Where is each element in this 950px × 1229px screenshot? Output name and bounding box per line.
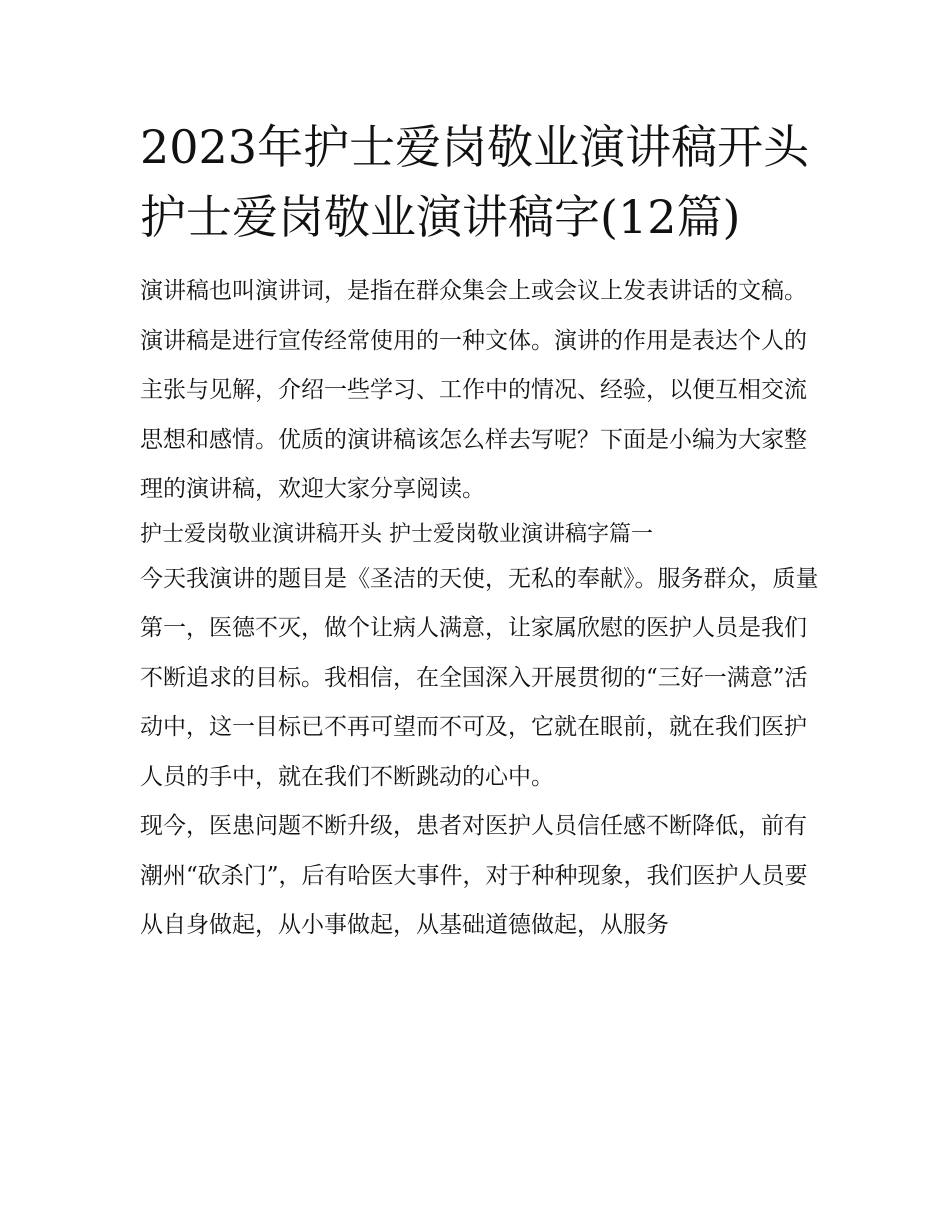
body-paragraph-2: 现今，医患问题不断升级，患者对医护人员信任感不断降低，前有潮州“砍杀门”，后有哈医大事件，对于种种现象，我们医护人员要从自身做起，从小事做起，从基础道德做起，从服务 — [140, 813, 808, 938]
document-title: 2023年护士爱岗敬业演讲稿开头 护士爱岗敬业演讲稿字(12篇) — [140, 120, 810, 244]
document-body — [140, 267, 820, 951]
document-page — [140, 112, 820, 951]
body-paragraph-1: 今天我演讲的题目是《圣洁的天使，无私的奉献》。服务群众，质量第一，医德不灭，做个让病人满意，让家属欣慰的医护人员是我们不断追求的目标。我相信，在全国深入开展贯彻的“三好一满意”活动中，这一目标已不再可望而不可及，它就在眼前，就在我们医护人员的手中，就在我们不断跳动的心中。 — [140, 565, 819, 790]
section-heading: 护士爱岗敬业演讲稿开头 护士爱岗敬业演讲稿字篇一 — [140, 521, 653, 547]
intro-paragraph: 演讲稿也叫演讲词，是指在群众集会上或会议上发表讲话的文稿。演讲稿是进行宣传经常使用的一种文体。演讲的作用是表达个人的主张与见解，介绍一些学习、工作中的情况、经验，以便互相交流思想和感情。优质的演讲稿该怎么样去写呢？下面是小编为大家整理的演讲稿，欢迎大家分享阅读。 — [140, 278, 807, 502]
